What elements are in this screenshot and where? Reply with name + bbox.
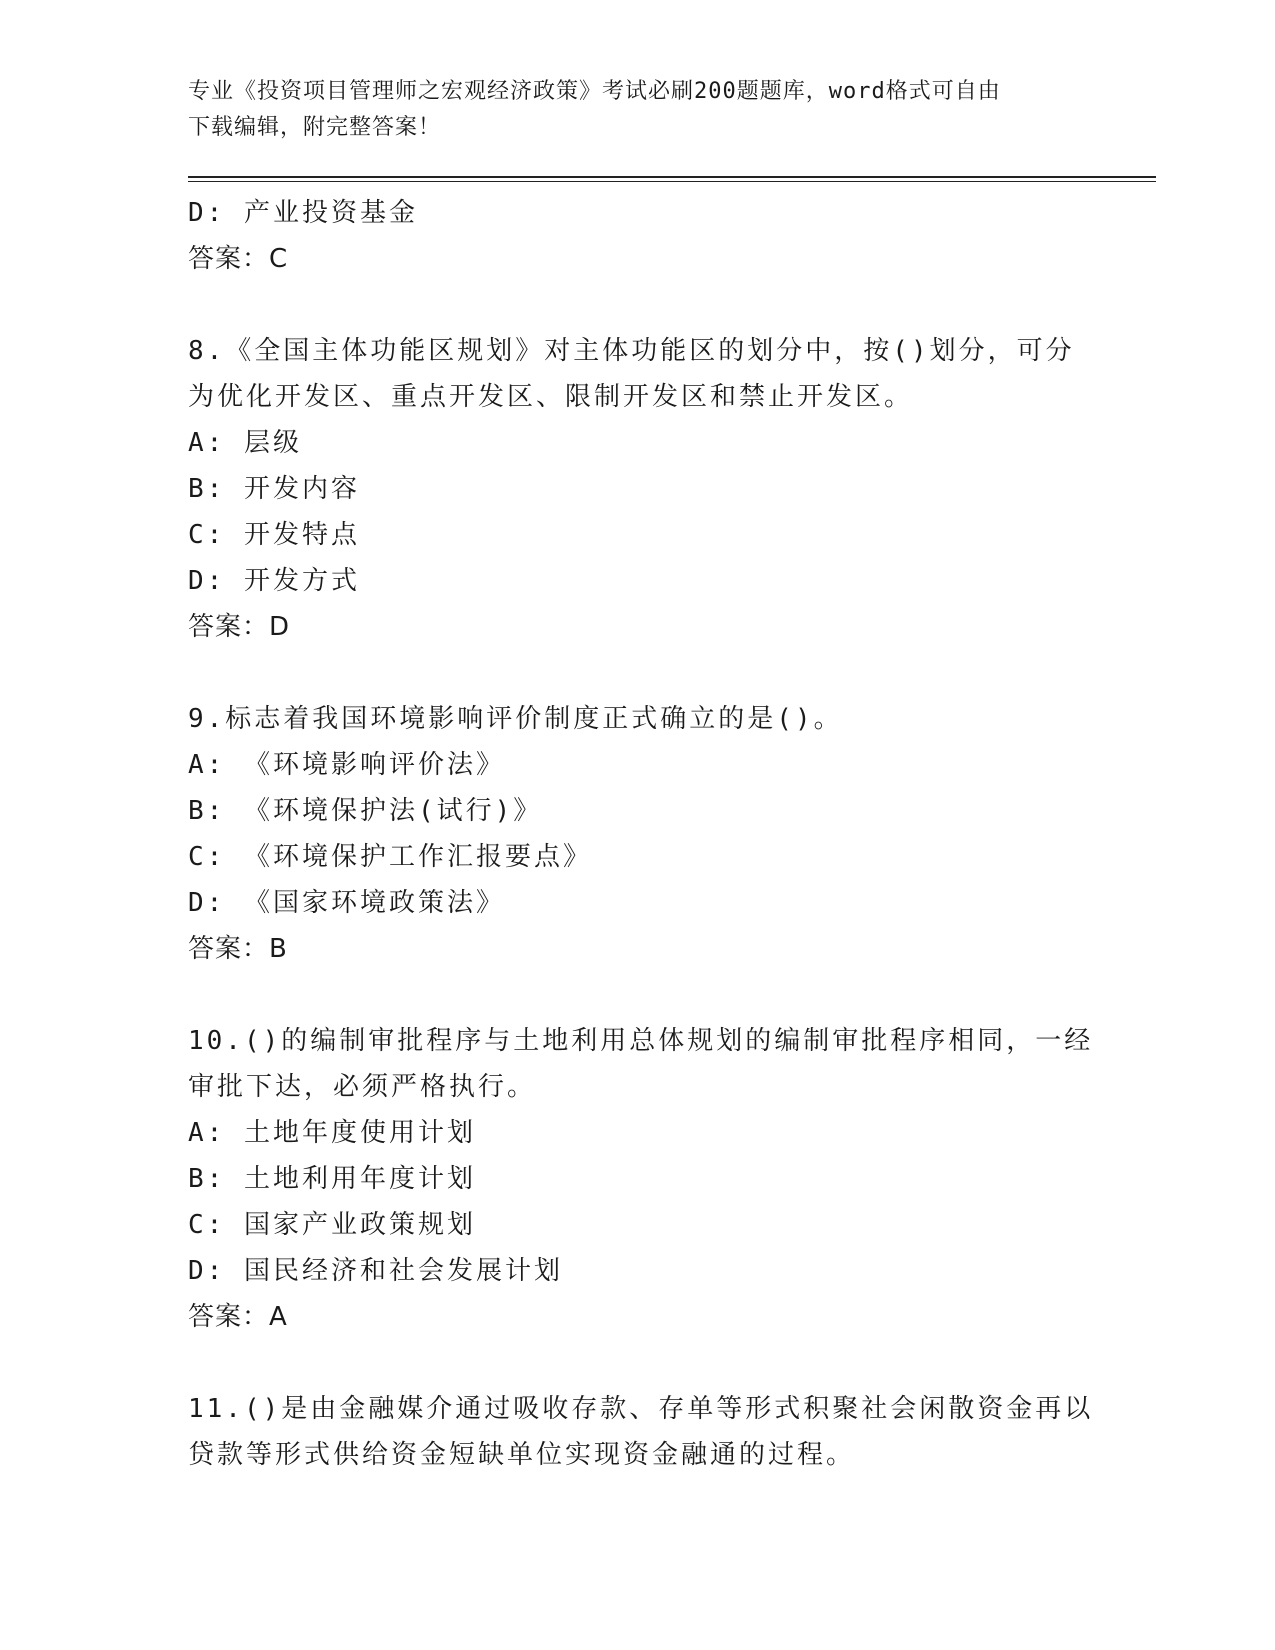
header-divider-thick	[188, 176, 1156, 178]
option-a: A: 《环境影响评价法》	[188, 750, 505, 780]
question-text-line-1: 9.标志着我国环境影响评价制度正式确立的是()。	[188, 704, 843, 734]
question-9	[188, 696, 1088, 972]
spacer	[188, 650, 1088, 696]
previous-question-tail	[188, 190, 1088, 282]
option-c: C: 国家产业政策规划	[188, 1210, 476, 1240]
spacer	[188, 1340, 1088, 1386]
question-text-line-1: 10.()的编制审批程序与土地利用总体规划的编制审批程序相同，一经	[188, 1026, 1094, 1056]
spacer	[188, 972, 1088, 1018]
question-11	[188, 1386, 1094, 1478]
option-d: D: 国民经济和社会发展计划	[188, 1256, 563, 1286]
option-a: A: 土地年度使用计划	[188, 1118, 476, 1148]
answer-line: 答案：B	[188, 934, 288, 964]
question-text-line-2: 为优化开发区、重点开发区、限制开发区和禁止开发区。	[188, 382, 914, 412]
answer-line: 答案：D	[188, 612, 291, 642]
option-c: C: 开发特点	[188, 520, 360, 550]
spacer	[188, 282, 1088, 328]
question-text-line-1: 8.《全国主体功能区规划》对主体功能区的划分中，按()划分，可分	[188, 336, 1075, 366]
answer-line: 答案：C	[188, 244, 289, 274]
option-b: B: 土地利用年度计划	[188, 1164, 476, 1194]
option-d: D: 产业投资基金	[188, 198, 418, 228]
answer-line: 答案：A	[188, 1302, 288, 1332]
option-d: D: 《国家环境政策法》	[188, 888, 505, 918]
header-divider-thin	[188, 181, 1156, 182]
question-text-line-2: 贷款等形式供给资金短缺单位实现资金融通的过程。	[188, 1440, 856, 1470]
option-a: A: 层级	[188, 428, 302, 458]
option-b: B: 开发内容	[188, 474, 360, 504]
document-header	[188, 74, 1088, 146]
option-d: D: 开发方式	[188, 566, 360, 596]
question-text-line-2: 审批下达，必须严格执行。	[188, 1072, 537, 1102]
header-line-1: 专业《投资项目管理师之宏观经济政策》考试必刷200题题库，word格式可自由	[188, 79, 1001, 104]
option-c: C: 《环境保护工作汇报要点》	[188, 842, 592, 872]
question-8	[188, 328, 1088, 650]
question-10	[188, 1018, 1094, 1340]
option-b: B: 《环境保护法(试行)》	[188, 796, 543, 826]
question-list	[188, 190, 1094, 1478]
question-text-line-1: 11.()是由金融媒介通过吸收存款、存单等形式积聚社会闲散资金再以	[188, 1394, 1094, 1424]
header-line-2: 下载编辑，附完整答案！	[188, 115, 442, 140]
